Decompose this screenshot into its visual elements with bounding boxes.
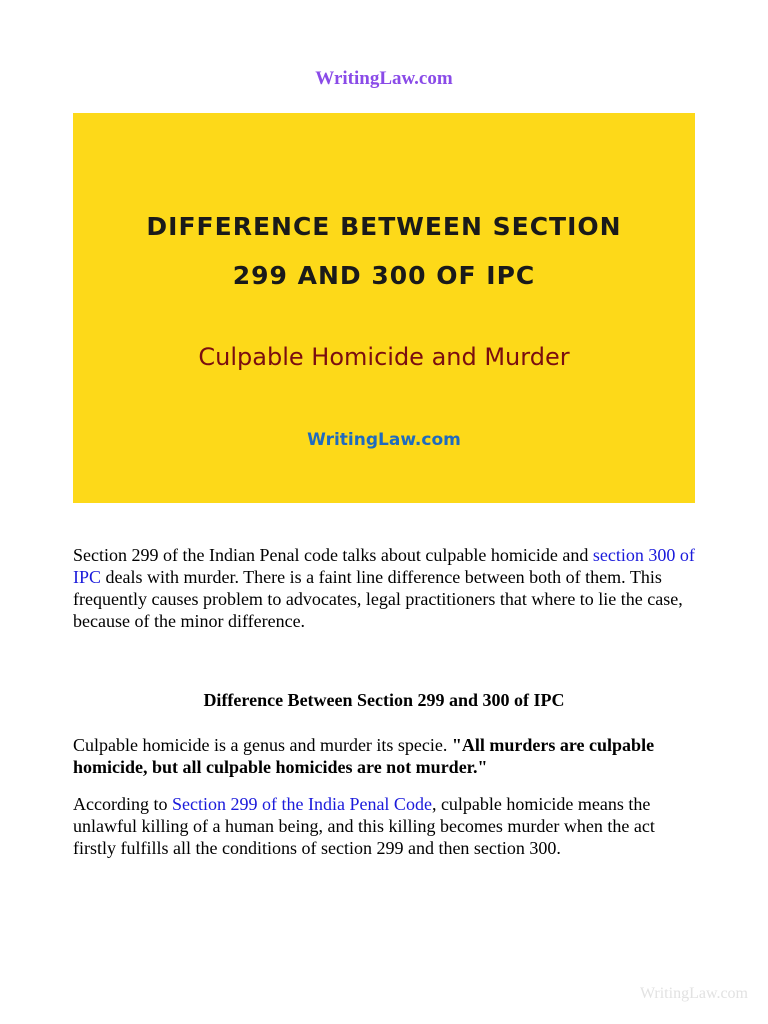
section-heading: Difference Between Section 299 and 300 of IPC xyxy=(203,690,565,710)
title-banner xyxy=(73,113,695,503)
banner-title-line-1: DIFFERENCE BETWEEN SECTION xyxy=(146,212,622,241)
banner-title-line-2: 299 AND 300 OF IPC xyxy=(232,261,536,290)
definition-text-1: According to xyxy=(73,794,172,814)
section-299-link[interactable]: Section 299 of the India Penal Code xyxy=(171,794,432,814)
banner-subtitle: Culpable Homicide and Murder xyxy=(198,343,570,371)
banner-site-name: WritingLaw.com xyxy=(307,430,461,450)
genus-quote: "All murders are culpable homicide, but all culpable homicides are not murder." xyxy=(73,735,655,777)
definition-paragraph xyxy=(73,793,695,859)
intro-text-2: deals with murder. There is a faint line difference between both of them. This frequently causes problem to advocates, legal practitioners that where to lie the case, because of the minor difference. xyxy=(73,567,683,631)
site-header[interactable]: WritingLaw.com xyxy=(315,68,453,89)
genus-paragraph xyxy=(73,734,695,778)
banner-title xyxy=(73,202,695,300)
intro-paragraph xyxy=(73,544,695,632)
watermark: WritingLaw.com xyxy=(639,985,748,1002)
definition-text-2: , culpable homicide means the unlawful killing of a human being, and this killing becomes murder when the act firstly fulfills all the conditions of section 299 and then section 300. xyxy=(73,794,655,858)
intro-text-1: Section 299 of the Indian Penal code talks about culpable homicide and xyxy=(73,545,593,565)
genus-text: Culpable homicide is a genus and murder its specie. xyxy=(73,735,452,755)
section-300-link[interactable]: section 300 of IPC xyxy=(73,545,695,587)
